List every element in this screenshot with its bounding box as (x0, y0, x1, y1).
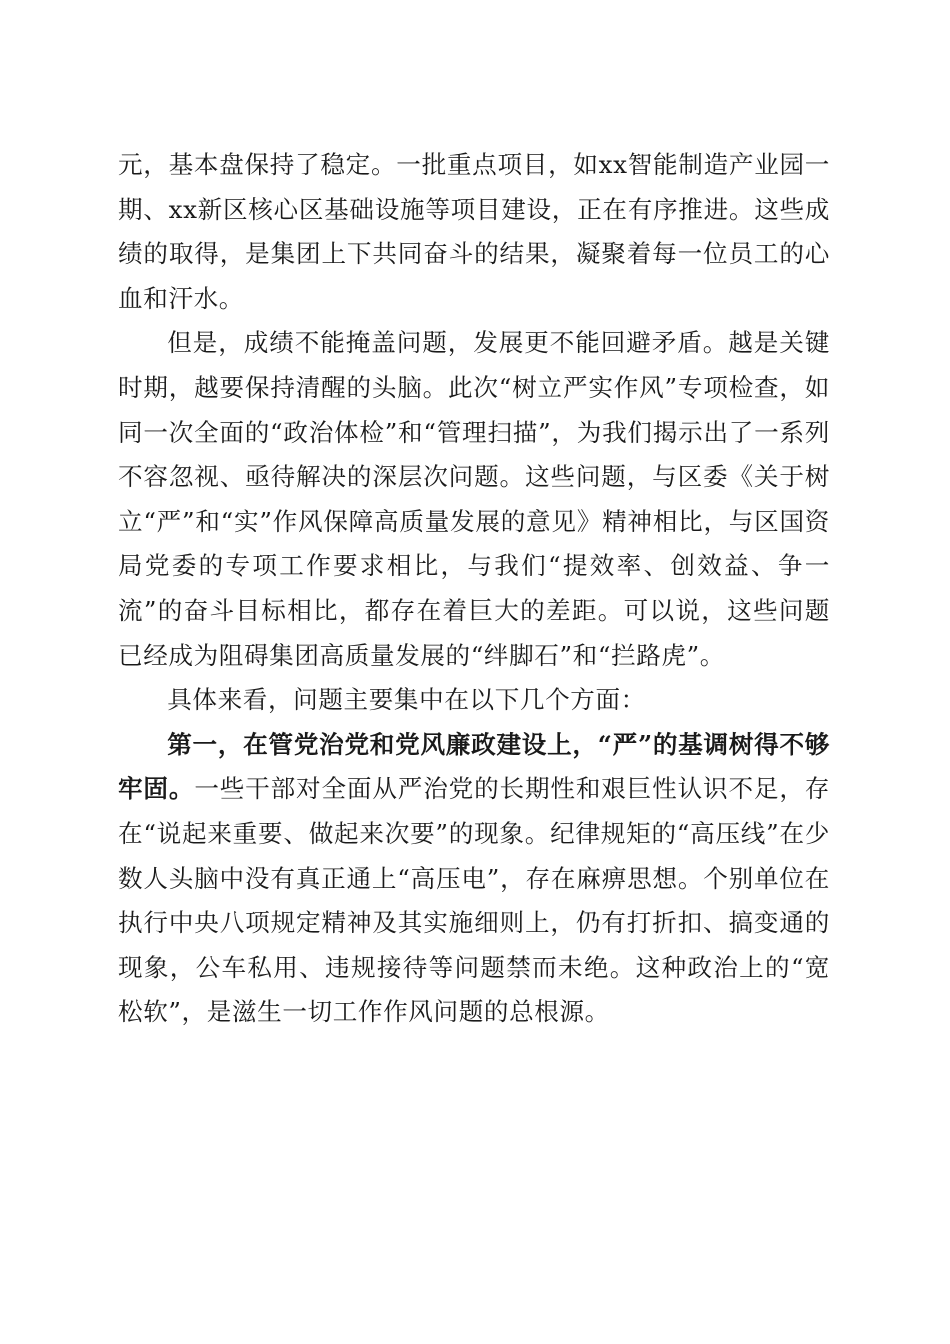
paragraph-first-aspect-body: 一些干部对全面从严治党的长期性和艰巨性认识不足，存在“说起来重要、做起来次要”的现象。纪律规矩的“高压线”在少数人头脑中没有真正通上“高压电”，存在麻痹思想。个别单位在执行中央八项规定精神及其实施细则上，仍有打折扣、搞变通的现象，公车私用、违规接待等问题禁而未绝。这种政治上的“宽松软”，是滋生一切工作作风问题的总根源。 (118, 774, 830, 1027)
paragraph-problems-intro: 但是，成绩不能掩盖问题，发展更不能回避矛盾。越是关键时期，越要保持清醒的头脑。此次“树立严实作风”专项检查，如同一次全面的“政治体检”和“管理扫描”，为我们揭示出了一系列不容忽视、亟待解决的深层次问题。这些问题，与区委《关于树立“严”和“实”作风保障高质量发展的意见》精神相比，与区国资局党委的专项工作要求相比，与我们“提效率、创效益、争一流”的奋斗目标相比，都存在着巨大的差距。可以说，这些问题已经成为阻碍集团高质量发展的“绊脚石”和“拦路虎”。 (118, 328, 830, 670)
paragraph-first-aspect-heading: 第一，在管党治党和党风廉政建设上，“严”的基调树得不够牢固。 (118, 729, 830, 804)
paragraph-aspects-lead: 具体来看，问题主要集中在以下几个方面： (167, 685, 646, 715)
paragraph-first-aspect (118, 723, 830, 1035)
paragraph-continuation: 元，基本盘保持了稳定。一批重点项目，如xx智能制造产业园一期、xx新区核心区基础设施等项目建设，正在有序推进。这些成绩的取得，是集团上下共同奋斗的结果，凝聚着每一位员工的心血和汗水。 (118, 150, 830, 313)
document-page (118, 143, 830, 1035)
